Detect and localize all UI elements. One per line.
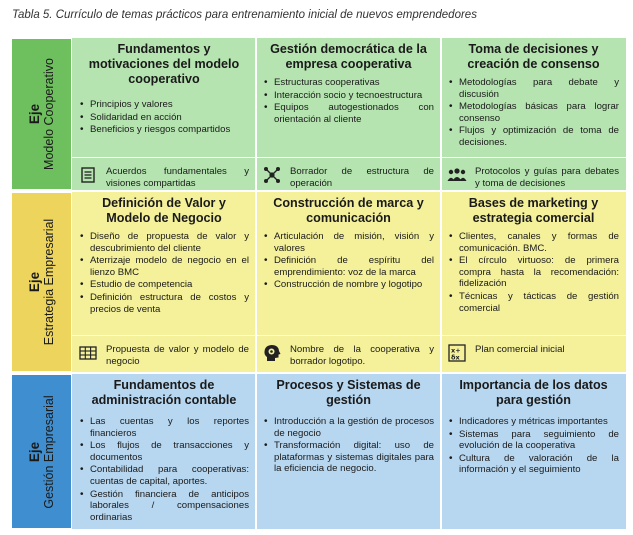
- topic-item: • Construcción de nombre y logotipo: [274, 279, 434, 291]
- resource-cell: [256, 336, 441, 372]
- axis-label: Gestión Empresarial: [41, 394, 56, 509]
- topic-item: • Técnicas y tácticas de gestión comercial: [459, 291, 619, 314]
- axis-label-bold: Eje: [26, 441, 42, 462]
- topic-item: • Estudio de competencia: [90, 279, 249, 291]
- list-icon: [78, 166, 98, 184]
- topic-item: • Flujos y optimización de toma de decisiones.: [459, 125, 619, 148]
- resource-text: Propuesta de valor y modelo de negocio: [106, 344, 249, 367]
- column-divider: [255, 38, 257, 529]
- table-caption: Tabla 5. Currículo de temas prácticos para entrenamiento inicial de nuevos emprendedores: [12, 9, 477, 21]
- resource-divider: [72, 335, 626, 336]
- curriculum-table: [11, 38, 626, 529]
- svg-text:δx: δx: [451, 353, 460, 362]
- topic-item: • Indicadores y métricas importantes: [459, 416, 619, 428]
- topic-item: • Sistemas para seguimiento de evolución de la cooperativa: [459, 429, 619, 452]
- resource-cell: [441, 158, 626, 190]
- topic-item: • Clientes, canales y formas de comunicación. BMC.: [459, 231, 619, 254]
- topic-item: • Gestión financiera de anticipos laborales / compensaciones ordinarias: [90, 489, 249, 524]
- topic-item: • Metodologías básicas para lograr consenso: [459, 101, 619, 124]
- network-icon: [262, 166, 282, 184]
- row-divider: [72, 372, 626, 374]
- topic-title: Gestión democrática de la empresa cooperativa: [270, 42, 427, 71]
- resource-cell: [441, 336, 626, 372]
- resource-text: Acuerdos fundamentales y visiones compartidas: [106, 166, 249, 189]
- axis-gestion-empresarial: [11, 374, 72, 529]
- topic-title: Importancia de los datos para gestión: [459, 378, 608, 407]
- topic-title: Bases de marketing y estrategia comercial: [468, 196, 599, 225]
- resource-text: Nombre de la cooperativa y borrador logotipo.: [290, 344, 434, 367]
- axis-label-bold: Eje: [26, 271, 42, 293]
- topic-item: • Definición estructura de costos y precios de venta: [90, 292, 249, 315]
- topic-item: • Equipos autogestionados con orientación al cliente: [274, 102, 434, 125]
- topic-item: • El círculo virtuoso: de primera compra hasta la recomendación: fidelización: [459, 255, 619, 290]
- topic-item: • Las cuentas y los reportes financieros: [90, 416, 249, 439]
- resource-text: Protocolos y guías para debates y toma de decisiones: [475, 166, 619, 189]
- resource-cell: [72, 336, 256, 372]
- topic-cell: [256, 38, 441, 158]
- topic-cell: [256, 374, 441, 529]
- topic-item: • Diseño de propuesta de valor y descubrimiento del cliente: [90, 231, 249, 254]
- topic-item: • Aterrizaje modelo de negocio en el lienzo BMC: [90, 255, 249, 278]
- column-divider: [440, 38, 442, 529]
- axis-estrategia-empresarial: [11, 192, 72, 372]
- row-divider: [72, 190, 626, 192]
- topic-item: • Transformación digital: uso de plataformas y sistemas digitales para la eficiencia de negocio.: [274, 440, 434, 475]
- head-gear-icon: [262, 344, 282, 362]
- formula-icon: [447, 344, 467, 362]
- topic-cell: [72, 374, 256, 529]
- topic-cell: [441, 374, 626, 529]
- grid-icon: [78, 344, 98, 362]
- axis-label: Modelo Cooperativo: [41, 58, 56, 170]
- topic-item: • Introducción a la gestión de procesos de negocio: [274, 416, 434, 439]
- topic-item: • Definición de espíritu del emprendimiento: voz de la marca: [274, 255, 434, 278]
- topic-item: • Articulación de misión, visión y valores: [274, 231, 434, 254]
- topic-item: • Cultura de valoración de la información y el seguimiento: [459, 453, 619, 476]
- axis-label-bold: Eje: [26, 103, 42, 125]
- resource-cell: [72, 158, 256, 190]
- topic-title: Toma de decisiones y creación de consenso: [467, 42, 600, 71]
- topic-cell: [72, 192, 256, 336]
- svg-text:x+: x+: [451, 346, 461, 355]
- axis-label: Estrategia Empresarial: [41, 218, 56, 346]
- topic-item: • Estructuras cooperativas: [274, 77, 434, 89]
- axis-modelo-cooperativo: [11, 38, 72, 190]
- topic-title: Procesos y Sistemas de gestión: [276, 378, 421, 407]
- topic-title: Definición de Valor y Modelo de Negocio: [102, 196, 226, 225]
- topic-item: • Solidaridad en acción: [90, 112, 249, 124]
- resource-text: Plan comercial inicial: [475, 344, 565, 355]
- topic-cell: [72, 38, 256, 158]
- topic-item: • Metodologías para debate y discusión: [459, 77, 619, 100]
- topic-item: • Los flujos de transacciones y documentos: [90, 440, 249, 463]
- topic-item: • Interacción socio y tecnoestructura: [274, 90, 434, 102]
- topic-cell: [441, 192, 626, 336]
- topic-cell: [256, 192, 441, 336]
- topic-title: Fundamentos de administración contable: [91, 378, 237, 407]
- resource-divider: [72, 157, 626, 158]
- topic-item: • Beneficios y riesgos compartidos: [90, 124, 249, 136]
- resource-text: Borrador de estructura de operación: [290, 166, 434, 189]
- resource-cell: [256, 158, 441, 190]
- topic-item: • Principios y valores: [90, 99, 249, 111]
- topic-item: • Contabilidad para cooperativas: cuentas de capital, aportes.: [90, 464, 249, 487]
- topic-title: Construcción de marca y comunicación: [273, 196, 424, 225]
- topic-title: Fundamentos y motivaciones del modelo cooperativo: [88, 42, 240, 86]
- topic-cell: [441, 38, 626, 158]
- group-icon: [447, 166, 467, 184]
